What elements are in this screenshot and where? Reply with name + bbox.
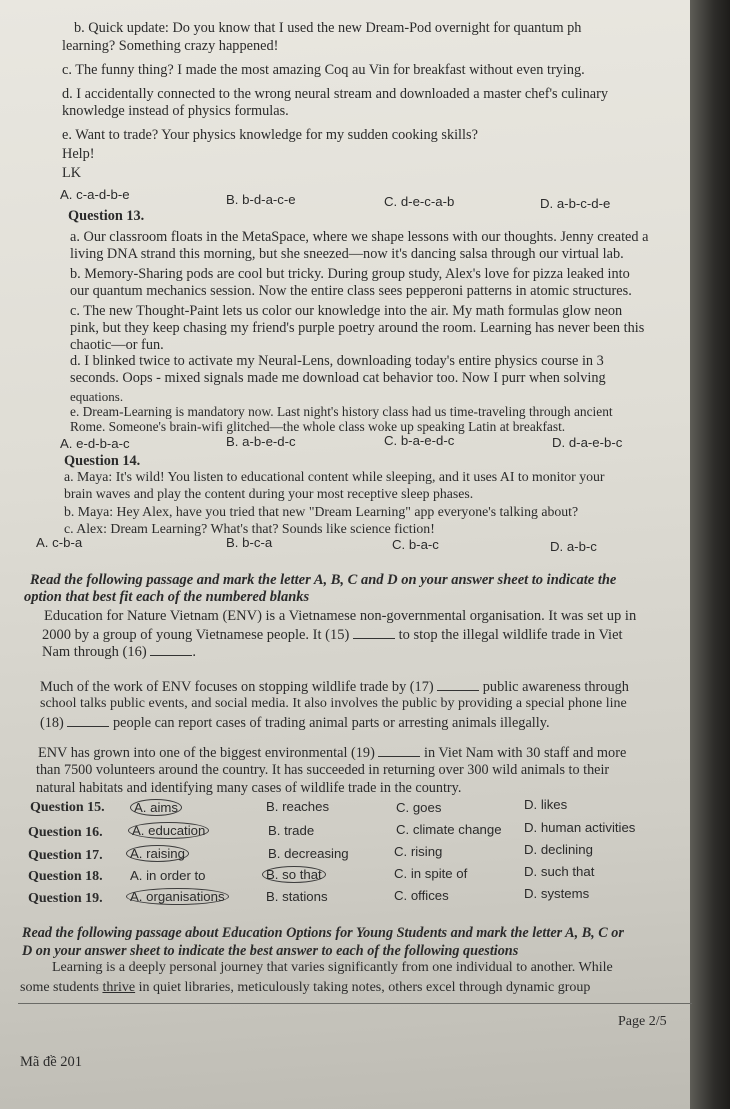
cloze-instruction-1: Read the following passage and mark the letter A, B, C and D on your answer sheet to indicate the: [30, 572, 617, 588]
question-16-label: Question 16.: [28, 825, 103, 840]
q14-line-c: c. Alex: Dream Learning? What's that? Sounds like science fiction!: [64, 521, 435, 536]
question-17-label: Question 17.: [28, 848, 103, 863]
cloze-p3-line-2: than 7500 volunteers around the country. It has succeeded in returning over 300 wild animals to their: [36, 762, 610, 778]
cloze-p2-line-1-end: public awareness through: [482, 679, 629, 695]
cloze-p3-line-3: natural habitats and identifying many cases of wildlife trade in the country.: [36, 780, 462, 796]
reading-line-2-start: some students: [20, 980, 103, 995]
top-option-d: D. a-b-c-d-e: [540, 196, 611, 211]
question-13-title: Question 13.: [68, 208, 145, 224]
cloze-p3-line-1: [38, 744, 626, 762]
q13-line-b2: our quantum mechanics session. Now the entire class sees pepperoni patterns in atomic structures.: [70, 283, 632, 299]
q15-option-c: C. goes: [396, 800, 442, 815]
cloze-p3-line-1-start: ENV has grown into one of the biggest environmental (19): [38, 745, 375, 761]
blank-18: [67, 714, 109, 727]
q13-line-a2: living DNA strand this morning, but she sneezed—now it's dancing salsa through our virtual lab.: [70, 246, 624, 262]
q13-option-c: C. b-a-e-d-c: [384, 433, 455, 448]
q17-option-c: C. rising: [394, 844, 443, 859]
q14-line-a1: a. Maya: It's wild! You listen to educational content while sleeping, and it uses AI to monitor your: [64, 469, 605, 484]
cloze-p1-line-2-start: 2000 by a group of young Vietnamese people. It (15): [42, 627, 350, 643]
q19-option-a-circled: A. organisations: [126, 888, 229, 905]
q17-option-d: D. declining: [524, 842, 593, 857]
blank-16: [150, 643, 192, 656]
blank-15: [353, 626, 395, 639]
q13-line-a1: a. Our classroom floats in the MetaSpace, where we shape lessons with our thoughts. Jenny created a: [70, 229, 649, 245]
q15-option-b: B. reaches: [266, 799, 330, 814]
q14-option-b: B. b-c-a: [226, 535, 273, 550]
cloze-instruction-2: option that best fit each of the numbered blanks: [24, 589, 310, 605]
q18-option-b-circled: B. so that: [262, 866, 326, 883]
q13-line-c2: pink, but they keep chasing my friend's purple poetry around the room. Learning has never been this: [70, 320, 645, 336]
q13-option-b: B. a-b-e-d-c: [226, 434, 296, 449]
q14-line-b: b. Maya: Hey Alex, have you tried that new "Dream Learning" app everyone's talking about?: [64, 504, 579, 519]
q13-line-b1: b. Memory-Sharing pods are cool but tricky. During group study, Alex's love for pizza leaked into: [70, 266, 630, 282]
cloze-p2-line-3-end: people can report cases of trading animal parts or arresting animals illegally.: [112, 715, 550, 731]
q16-option-a-circled: A. education: [128, 822, 209, 839]
q13-line-e1: e. Dream-Learning is mandatory now. Last night's history class had us time-traveling through ancient: [70, 404, 613, 419]
blank-19: [378, 744, 420, 757]
cloze-p2-line-1-start: Much of the work of ENV focuses on stopping wildlife trade by (17): [40, 679, 434, 695]
question-14-title: Question 14.: [64, 453, 141, 469]
q19-option-b: B. stations: [266, 889, 328, 904]
top-line-b: b. Quick update: Do you know that I used the new Dream-Pod overnight for quantum ph: [74, 20, 582, 36]
q16-option-a: [128, 823, 209, 840]
q14-line-a2: brain waves and play the content during your most receptive sleep phases.: [64, 486, 474, 501]
reading-line-1: Learning is a deeply personal journey that varies significantly from one individual to another. While: [52, 960, 613, 975]
top-line-c: c. The funny thing? I made the most amazing Coq au Vin for breakfast without even trying.: [62, 62, 585, 78]
top-line-help: Help!: [62, 146, 95, 162]
q18-option-d: D. such that: [524, 864, 595, 879]
q18-option-a: A. in order to: [130, 868, 206, 883]
top-option-a: A. c-a-d-b-e: [60, 187, 130, 202]
question-15-label: Question 15.: [30, 800, 105, 815]
footer-divider: [18, 1003, 692, 1004]
cloze-p2-line-2: school talks public events, and social media. It also involves the public by providing a special phone line: [40, 696, 627, 711]
cloze-p1-line-2-end: to stop the illegal wildlife trade in Viet: [398, 627, 623, 643]
question-18-label: Question 18.: [28, 869, 103, 884]
q15-option-a: [130, 800, 182, 817]
q16-option-c: C. climate change: [396, 822, 502, 837]
q14-option-d: D. a-b-c: [550, 539, 597, 554]
q13-line-d2: seconds. Oops - mixed signals made me download cat behavior too. Now I purr when solving: [70, 370, 606, 386]
cloze-p1-line-1: Education for Nature Vietnam (ENV) is a Vietnamese non-governmental organisation. It was set up in: [44, 608, 637, 624]
q19-option-c: C. offices: [394, 888, 449, 903]
q17-option-a-circled: A. raising: [126, 845, 189, 862]
top-line-d: d. I accidentally connected to the wrong neural stream and downloaded a master chef's culinary: [62, 86, 609, 102]
top-line-d-cont: knowledge instead of physics formulas.: [62, 103, 289, 119]
q16-option-b: B. trade: [268, 823, 315, 838]
cloze-p2-line-3: [40, 714, 550, 732]
underlined-word-thrive: thrive: [102, 980, 136, 995]
q13-line-c1: c. The new Thought-Paint lets us color our knowledge into the air. My math formulas glow neon: [70, 303, 623, 319]
q17-option-b: B. decreasing: [268, 846, 349, 861]
reading-instruction-1: Read the following passage about Education Options for Young Students and mark the letter A, B, C or: [22, 925, 624, 941]
page-number: Page 2/5: [618, 1014, 667, 1029]
top-line-signoff: LK: [62, 165, 82, 181]
q13-line-c3: chaotic—or fun.: [70, 337, 164, 353]
q19-option-d: D. systems: [524, 886, 590, 901]
q13-option-d: D. d-a-e-b-c: [552, 435, 623, 450]
cloze-p2-line-3-start: (18): [40, 715, 64, 731]
cloze-p2-line-1: [40, 678, 629, 696]
q16-option-d: D. human activities: [524, 820, 636, 835]
q13-line-d3: equations.: [70, 389, 124, 404]
q13-line-d1: d. I blinked twice to activate my Neural-Lens, downloading today's entire physics course in 3: [70, 353, 604, 369]
cloze-p3-line-1-end: in Viet Nam with 30 staff and more: [424, 745, 627, 761]
q15-option-a-circled: A. aims: [130, 799, 182, 816]
exam-code: Mã đề 201: [20, 1054, 83, 1070]
q18-option-b: [262, 867, 326, 884]
q13-line-e2: Rome. Someone's brain-wifi glitched—the whole class woke up speaking Latin at breakfast.: [70, 419, 566, 434]
cloze-p1-line-3-start: Nam through (16): [42, 644, 147, 660]
top-line-e: e. Want to trade? Your physics knowledge for my sudden cooking skills?: [62, 127, 478, 143]
cloze-p1-line-3: [42, 643, 196, 661]
reading-line-2-end: in quiet libraries, meticulously taking notes, others excel through dynamic group: [135, 980, 591, 995]
top-line-b-cont: learning? Something crazy happened!: [62, 38, 279, 54]
q17-option-a: [126, 846, 189, 863]
q18-option-c: C. in spite of: [394, 866, 468, 881]
blank-17: [437, 678, 479, 691]
q14-option-a: A. c-b-a: [36, 535, 83, 550]
reading-instruction-2: D on your answer sheet to indicate the best answer to each of the following questions: [22, 943, 519, 959]
q15-option-d: D. likes: [524, 797, 568, 812]
reading-line-2: [20, 980, 590, 997]
top-option-b: B. b-d-a-c-e: [226, 192, 296, 207]
q19-option-a: [126, 889, 229, 906]
cloze-p1-line-2: [42, 626, 623, 644]
q13-option-a: A. e-d-b-a-c: [60, 436, 130, 451]
question-19-label: Question 19.: [28, 891, 103, 906]
cloze-p1-line-3-end: .: [192, 644, 196, 660]
top-option-c: C. d-e-c-a-b: [384, 194, 455, 209]
q14-option-c: C. b-a-c: [392, 537, 439, 552]
